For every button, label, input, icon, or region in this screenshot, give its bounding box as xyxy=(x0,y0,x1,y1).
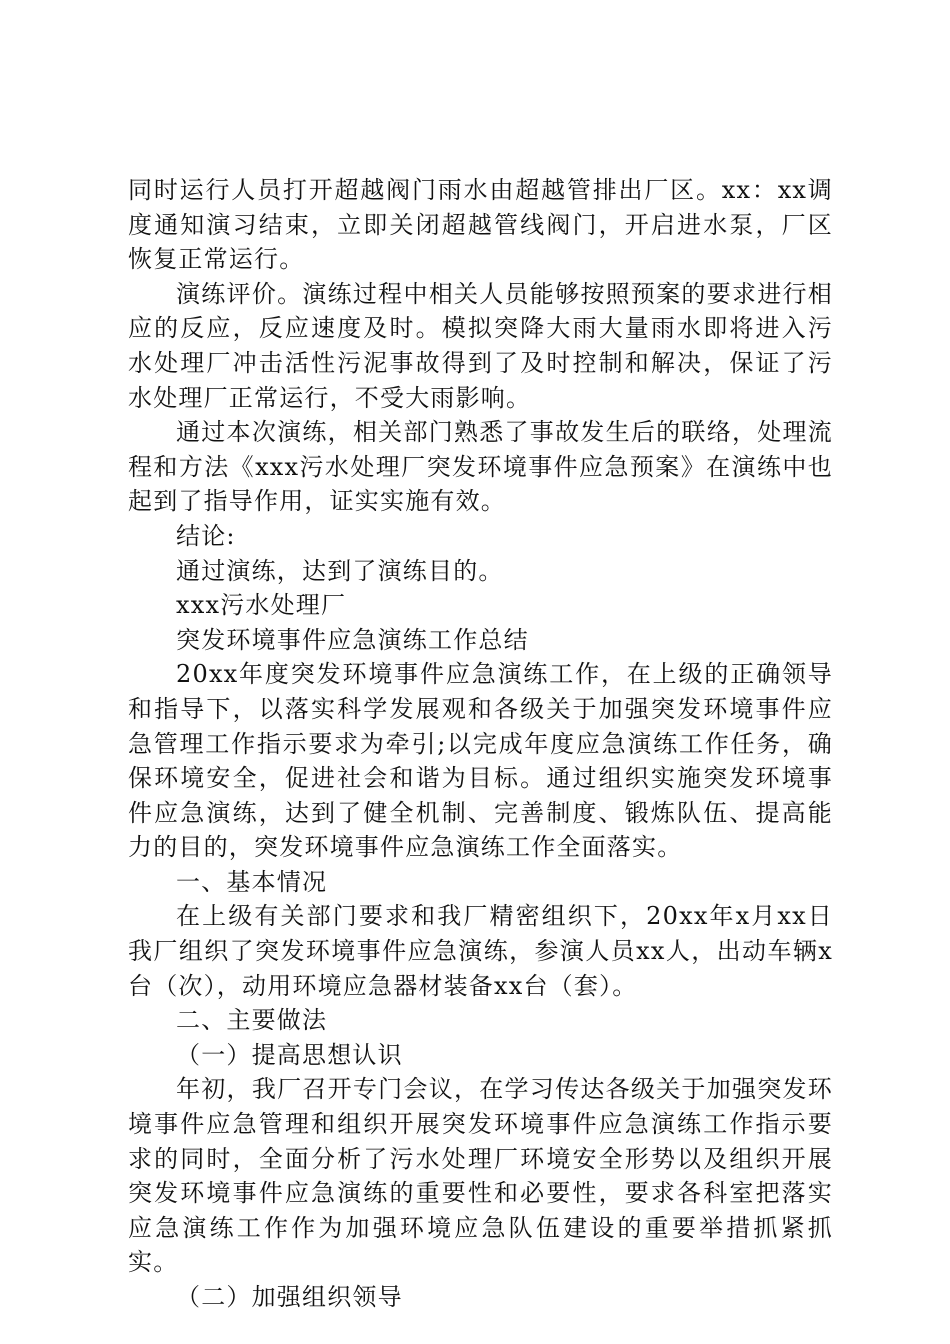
section-title: 突发环境事件应急演练工作总结 xyxy=(176,625,529,654)
subheading-strengthen-leadership: （二）加强组织领导 xyxy=(176,1283,403,1311)
subheading-raise-awareness: （一）提高思想认识 xyxy=(176,1040,403,1069)
paragraph-drill-end: 同时运行人员打开超越阀门雨水由超越管排出厂区。xx：xx调度通知演习结束，立即关闭超越管线阀门，开启进水泵，厂区恢复正常运行。 xyxy=(128,176,833,274)
paragraph-conclusion-label: 结论: xyxy=(176,521,236,550)
paragraph-annual-summary: 20xx年度突发环境事件应急演练工作，在上级的正确领导和指导下，以落实科学发展观和各级关于加强突发环境事件应急管理工作指示要求为牵引;以完成年度应急演练工作任务，确保环境安全，促进社会和谐为目标。通过组织实施突发环境事件应急演练，达到了健全机制、完善制度、锻炼队伍、提高能力的目的，突发环境事件应急演练工作全面落实。 xyxy=(128,660,833,862)
paragraph-plant-name: xxx污水处理厂 xyxy=(176,591,347,620)
heading-basic-situation: 一、基本情况 xyxy=(176,867,328,896)
paragraph-drill-effect: 通过本次演练，相关部门熟悉了事故发生后的联络，处理流程和方法《xxx污水处理厂突发环境事件应急预案》在演练中也起到了指导作用，证实实施有效。 xyxy=(128,418,833,516)
paragraph-basic-situation: 在上级有关部门要求和我厂精密组织下，20xx年x月xx日我厂组织了突发环境事件应急演练，参演人员xx人，出动车辆x台（次），动用环境应急器材装备xx台（套）。 xyxy=(128,902,833,1000)
paragraph-conclusion: 通过演练，达到了演练目的。 xyxy=(176,556,504,585)
paragraph-drill-evaluation: 演练评价。演练过程中相关人员能够按照预案的要求进行相应的反应，反应速度及时。模拟突降大雨大量雨水即将进入污水处理厂冲击活性污泥事故得到了及时控制和解决，保证了污水处理厂正常运行，不受大雨影响。 xyxy=(128,279,833,412)
document-body xyxy=(128,173,833,1315)
heading-main-practices: 二、主要做法 xyxy=(176,1006,328,1035)
paragraph-raise-awareness: 年初，我厂召开专门会议，在学习传达各级关于加强突发环境事件应急管理和组织开展突发环境事件应急演练工作指示要求的同时，全面分析了污水处理厂环境安全形势以及组织开展突发环境事件应急演练的重要性和必要性，要求各科室把落实应急演练工作作为加强环境应急队伍建设的重要举措抓紧抓实。 xyxy=(128,1075,833,1277)
